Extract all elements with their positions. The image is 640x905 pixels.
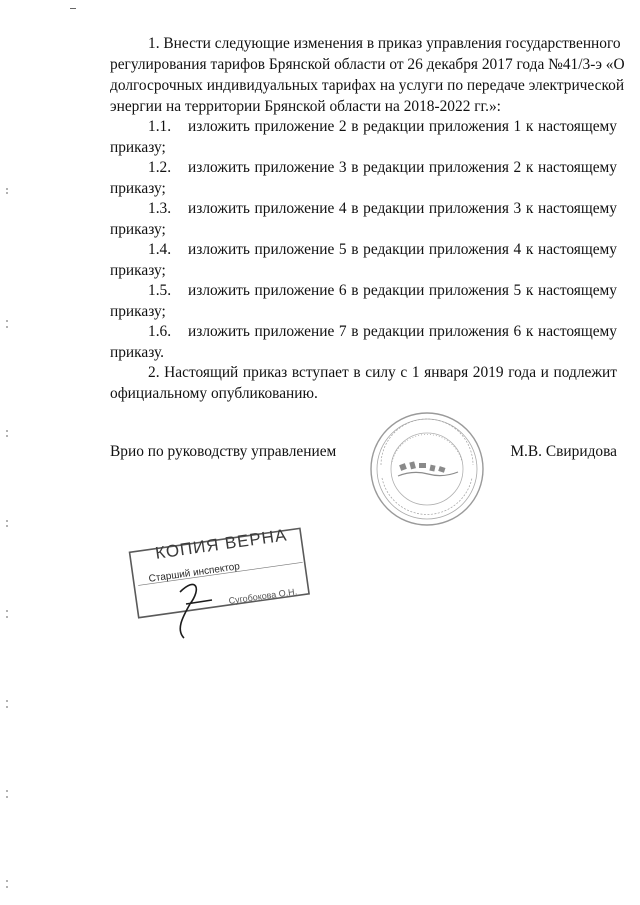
subitem-1-4-continuation: приказу; <box>110 262 166 279</box>
margin-dot <box>6 525 8 527</box>
margin-dot <box>6 188 8 190</box>
subitem-number: 1.4. <box>148 241 172 258</box>
copy-verified-stamp <box>124 518 316 646</box>
margin-dot <box>6 616 8 618</box>
scan-mark <box>70 8 76 9</box>
margin-dot <box>6 435 8 437</box>
margin-scan-marks <box>6 140 12 900</box>
subitem-1-2 <box>110 159 617 177</box>
subitem-text: изложить приложение 3 в редакции приложения 2 к настоящему <box>188 159 617 176</box>
subitem-1-6 <box>110 323 617 341</box>
margin-dot <box>6 796 8 798</box>
paragraph-2-line-1: 2. Настоящий приказ вступает в силу с 1 января 2019 года и подлежит <box>148 364 617 381</box>
subitem-text: изложить приложение 6 в редакции приложения 5 к настоящему <box>188 282 617 299</box>
signatory-title: Врио по руководству управлением <box>110 443 337 460</box>
subitem-text: изложить приложение 7 в редакции приложения 6 к настоящему <box>188 323 617 340</box>
margin-dot <box>6 886 8 888</box>
stamp-title: КОПИЯ ВЕРНА <box>154 525 289 563</box>
paragraph-2-line-2: официальному опубликованию. <box>110 385 318 402</box>
subitem-1-4 <box>110 241 617 259</box>
subitem-1-3 <box>110 200 617 218</box>
subitem-1-5 <box>110 282 617 300</box>
margin-dot <box>6 790 8 792</box>
subitem-number: 1.3. <box>148 200 172 217</box>
signature-block <box>110 442 617 462</box>
stamp-name: Сугобокова О.Н. <box>228 586 298 606</box>
margin-dot <box>6 320 8 322</box>
paragraph-1-line-4: энергии на территории Брянской области на 2018-2022 гг.»: <box>110 98 501 115</box>
subitem-number: 1.2. <box>148 159 172 176</box>
subitem-1-6-continuation: приказу. <box>110 344 165 361</box>
margin-dot <box>6 326 8 328</box>
margin-dot <box>6 610 8 612</box>
paragraph-1-line-3: долгосрочных индивидуальных тарифах на услуги по передаче электрической <box>110 77 625 94</box>
margin-dot <box>6 706 8 708</box>
paragraph-1-line-2: регулирования тарифов Брянской области от 26 декабря 2017 года №41/3-э «О <box>110 56 625 73</box>
subitem-text: изложить приложение 2 в редакции приложения 1 к настоящему <box>188 118 617 135</box>
subitem-1-5-continuation: приказу; <box>110 303 166 320</box>
subitem-number: 1.5. <box>148 282 172 299</box>
margin-dot <box>6 880 8 882</box>
official-seal <box>368 410 486 528</box>
subitem-text: изложить приложение 4 в редакции приложения 3 к настоящему <box>188 200 617 217</box>
signatory-name: М.В. Свиридова <box>510 443 617 460</box>
subitem-number: 1.1. <box>148 118 172 135</box>
margin-dot <box>6 192 8 194</box>
margin-dot <box>6 520 8 522</box>
paragraph-1-line-1: 1. Внести следующие изменения в приказ управления государственного <box>148 35 621 52</box>
subitem-1-1 <box>110 118 617 136</box>
subitem-1-1-continuation: приказу; <box>110 139 166 156</box>
margin-dot <box>6 430 8 432</box>
subitem-1-2-continuation: приказу; <box>110 180 166 197</box>
subitem-text: изложить приложение 5 в редакции приложения 4 к настоящему <box>188 241 617 258</box>
stamp-position: Старший инспектор <box>148 561 241 585</box>
subitem-1-3-continuation: приказу; <box>110 221 166 238</box>
subitem-number: 1.6. <box>148 323 172 340</box>
margin-dot <box>6 700 8 702</box>
